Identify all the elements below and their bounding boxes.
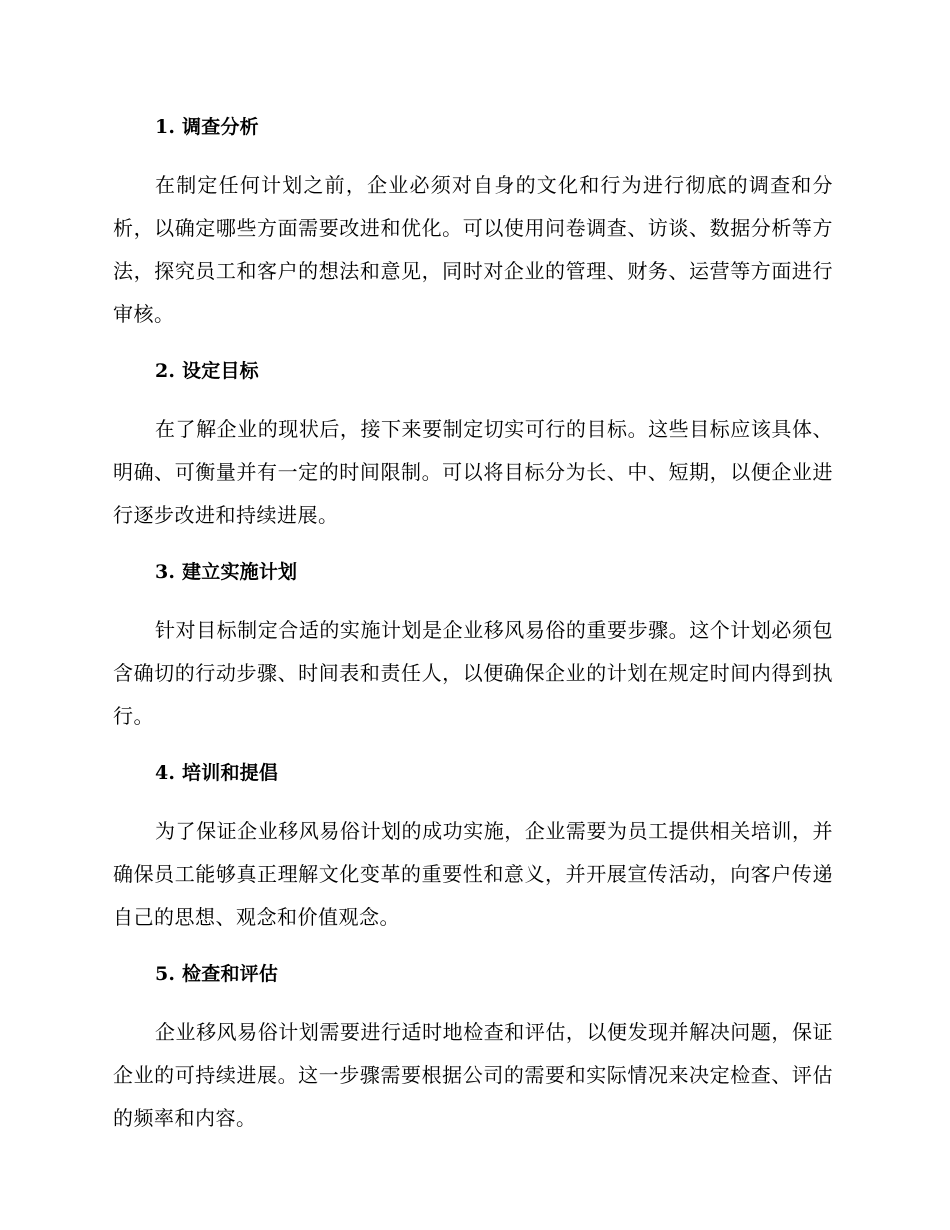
- section-heading: 2. 设定目标: [155, 360, 259, 382]
- section-paragraph: 针对目标制定合适的实施计划是企业移风易俗的重要步骤。这个计划必须包含确切的行动步骤、时间表和责任人，以便确保企业的计划在规定时间内得到执行。: [113, 618, 833, 728]
- section-inspection-evaluation: [113, 959, 833, 1140]
- section-set-goals: [113, 356, 833, 537]
- section-paragraph: 在了解企业的现状后，接下来要制定切实可行的目标。这些目标应该具体、明确、可衡量并有一定的时间限制。可以将目标分为长、中、短期，以便企业进行逐步改进和持续进展。: [113, 417, 833, 527]
- section-paragraph: 在制定任何计划之前，企业必须对自身的文化和行为进行彻底的调查和分析，以确定哪些方面需要改进和优化。可以使用问卷调查、访谈、数据分析等方法，探究员工和客户的想法和意见，同时对企业的管理、财务、运营等方面进行审核。: [113, 173, 833, 326]
- section-paragraph: 企业移风易俗计划需要进行适时地检查和评估，以便发现并解决问题，保证企业的可持续进展。这一步骤需要根据公司的需要和实际情况来决定检查、评估的频率和内容。: [113, 1020, 833, 1130]
- section-heading: 3. 建立实施计划: [155, 561, 298, 583]
- section-training-advocacy: [113, 758, 833, 939]
- section-heading: 4. 培训和提倡: [155, 762, 279, 784]
- section-heading: 5. 检查和评估: [155, 963, 279, 985]
- section-implementation-plan: [113, 557, 833, 738]
- document-content: [113, 112, 833, 1140]
- section-investigation-analysis: [113, 112, 833, 336]
- section-paragraph: 为了保证企业移风易俗计划的成功实施，企业需要为员工提供相关培训，并确保员工能够真正理解文化变革的重要性和意义，并开展宣传活动，向客户传递自己的思想、观念和价值观念。: [113, 819, 833, 929]
- section-heading: 1. 调查分析: [155, 116, 259, 138]
